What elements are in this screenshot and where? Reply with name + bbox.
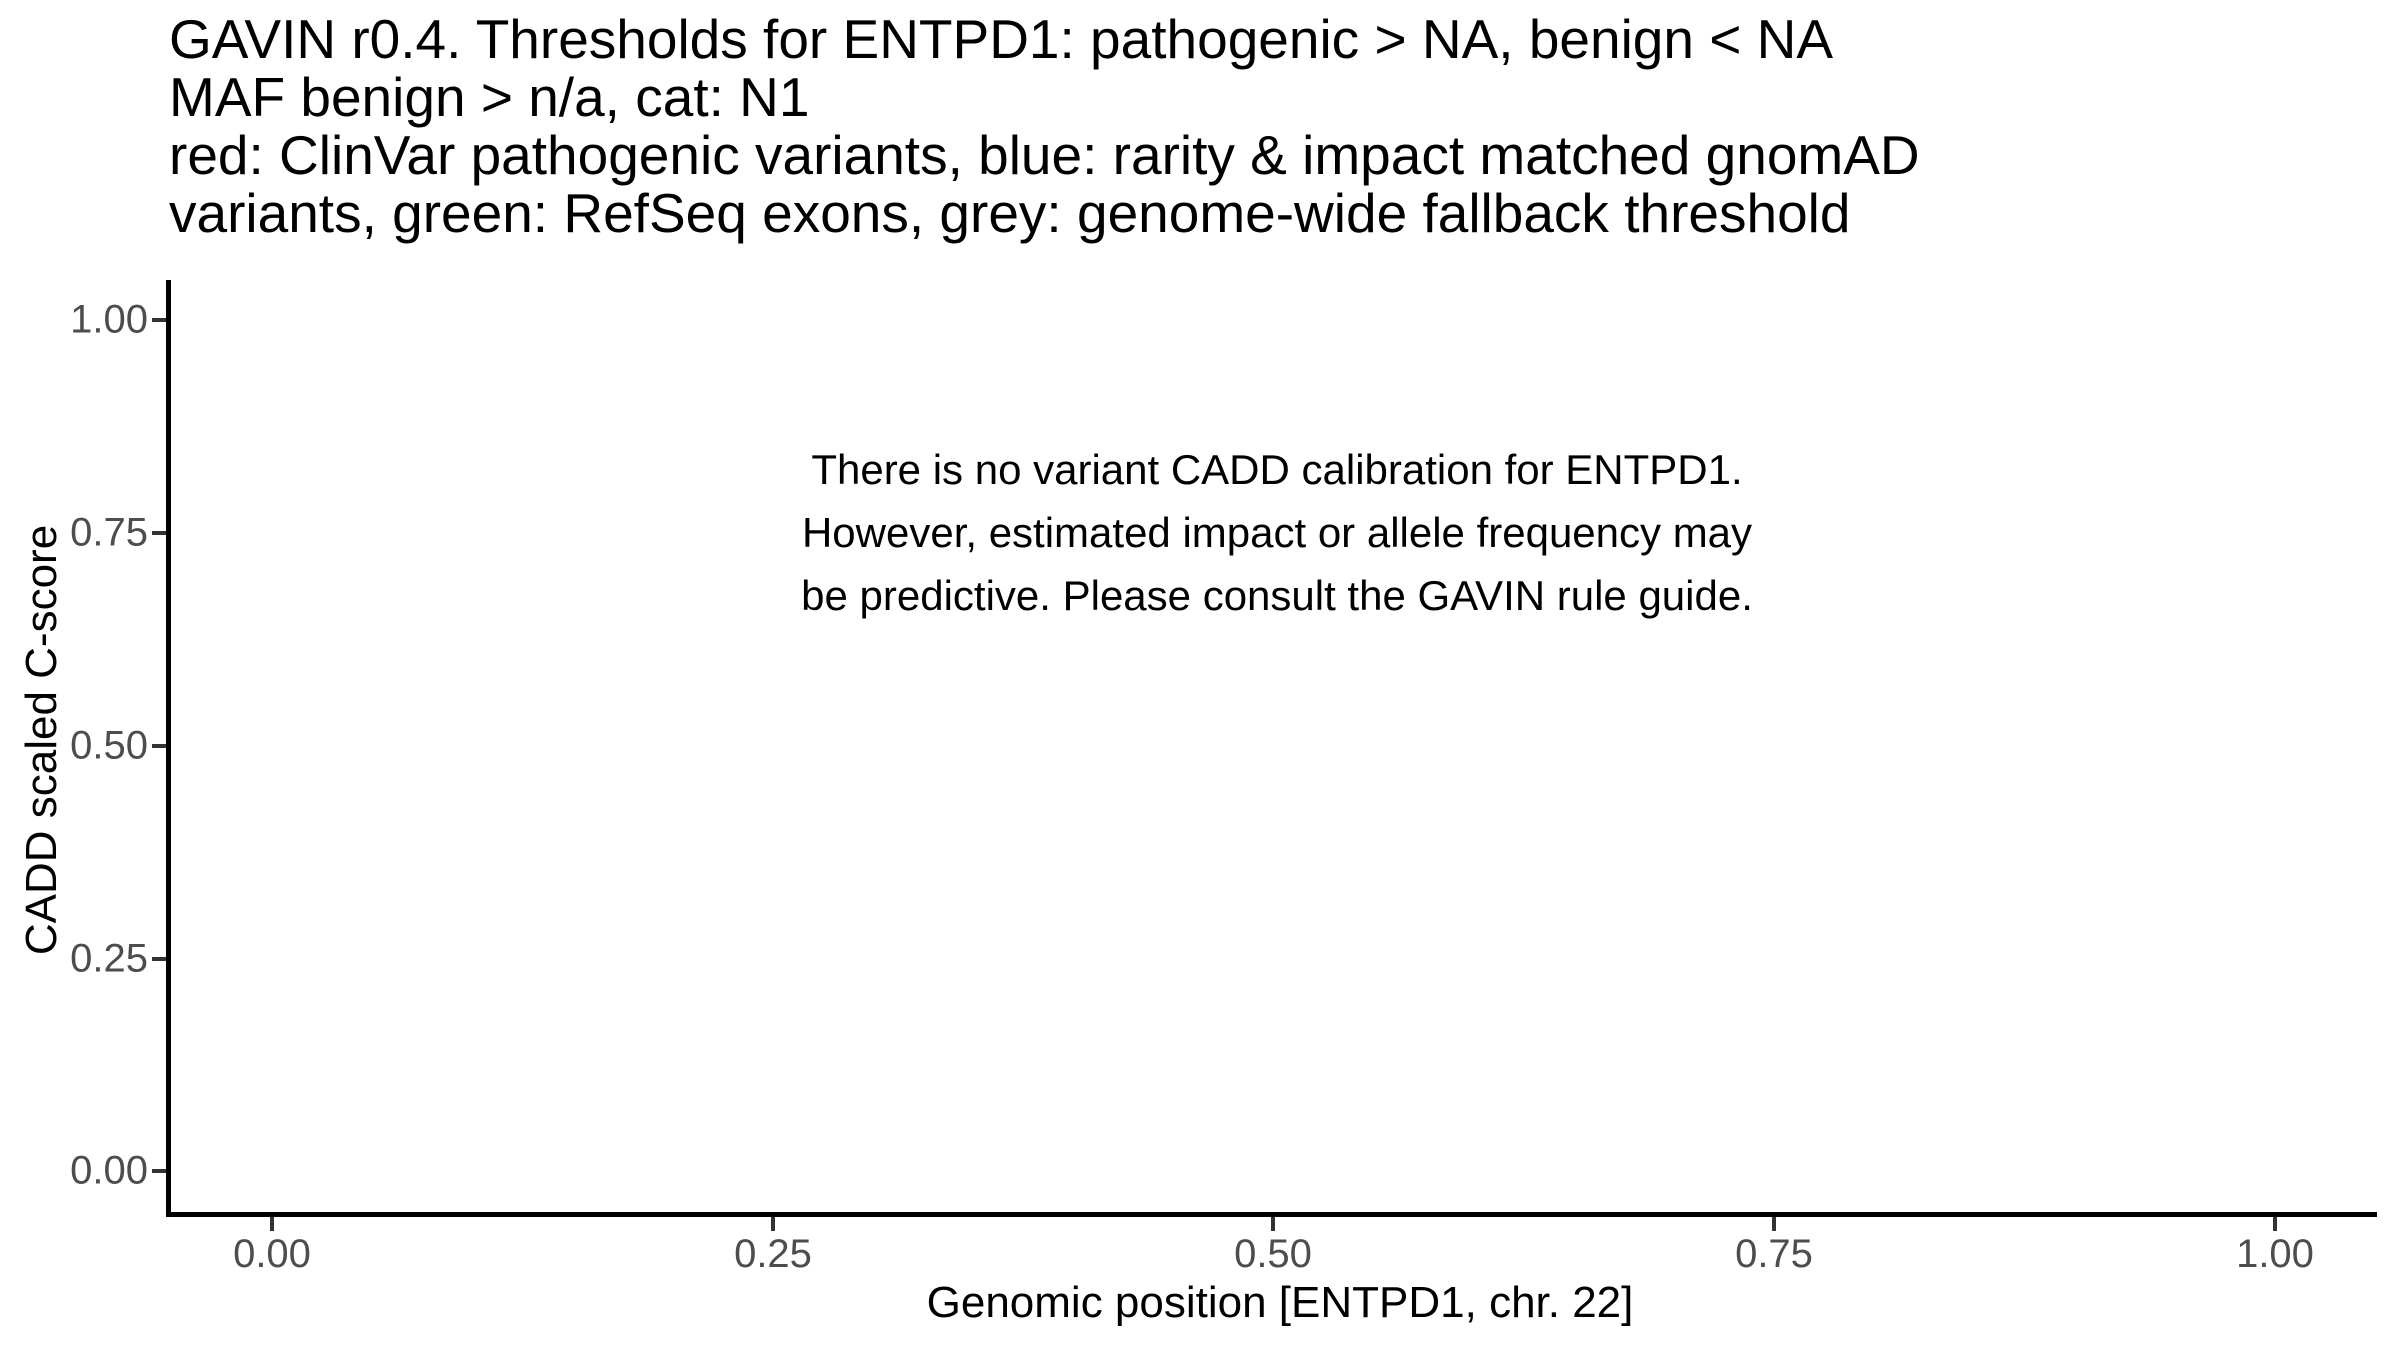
x-tick-label-0.00: 0.00 [233, 1232, 311, 1276]
x-axis-title: Genomic position [ENTPD1, chr. 22] [926, 1278, 1634, 1327]
y-tick-label-0.50: 0.50 [70, 723, 148, 768]
plot-title-line-3: red: ClinVar pathogenic variants, blue: rarity & impact matched gnomAD [169, 124, 1920, 186]
x-tick-label-0.50: 0.50 [1234, 1232, 1312, 1276]
plot-annotation-line-1: There is no variant CADD calibration for ENTPD1. [811, 446, 1743, 493]
plot-annotation [801, 438, 1753, 627]
plot-annotation-line-2: However, estimated impact or allele frequency may [801, 509, 1753, 556]
y-tick-mark-0.50 [152, 744, 166, 748]
x-tick-mark-0.75 [1772, 1217, 1776, 1231]
y-tick-label-0.00: 0.00 [70, 1148, 148, 1193]
y-tick-label-0.75: 0.75 [70, 510, 148, 555]
y-tick-mark-1.00 [152, 318, 166, 322]
plot-title-line-1: GAVIN r0.4. Thresholds for ENTPD1: pathogenic > NA, benign < NA [169, 8, 1834, 70]
plot-annotation-line-3: be predictive. Please consult the GAVIN rule guide. [801, 572, 1753, 619]
y-axis-title: CADD scaled C-score [17, 524, 66, 956]
y-tick-mark-0.00 [152, 1169, 166, 1173]
y-tick-label-1.00: 1.00 [70, 297, 148, 342]
x-tick-label-1.00: 1.00 [2236, 1232, 2314, 1276]
y-tick-label-0.25: 0.25 [70, 936, 148, 981]
x-tick-label-0.75: 0.75 [1735, 1232, 1813, 1276]
y-tick-mark-0.75 [152, 531, 166, 535]
x-tick-mark-0.25 [771, 1217, 775, 1231]
plot-title-line-4: variants, green: RefSeq exons, grey: genome-wide fallback threshold [169, 182, 1851, 244]
x-tick-label-0.25: 0.25 [734, 1232, 812, 1276]
plot-title [169, 10, 1920, 242]
plot-title-line-2: MAF benign > n/a, cat: N1 [169, 66, 810, 128]
y-axis-line [166, 280, 171, 1217]
x-tick-mark-1.00 [2273, 1217, 2277, 1231]
x-tick-mark-0.50 [1271, 1217, 1275, 1231]
x-tick-mark-0.00 [270, 1217, 274, 1231]
y-tick-mark-0.25 [152, 957, 166, 961]
